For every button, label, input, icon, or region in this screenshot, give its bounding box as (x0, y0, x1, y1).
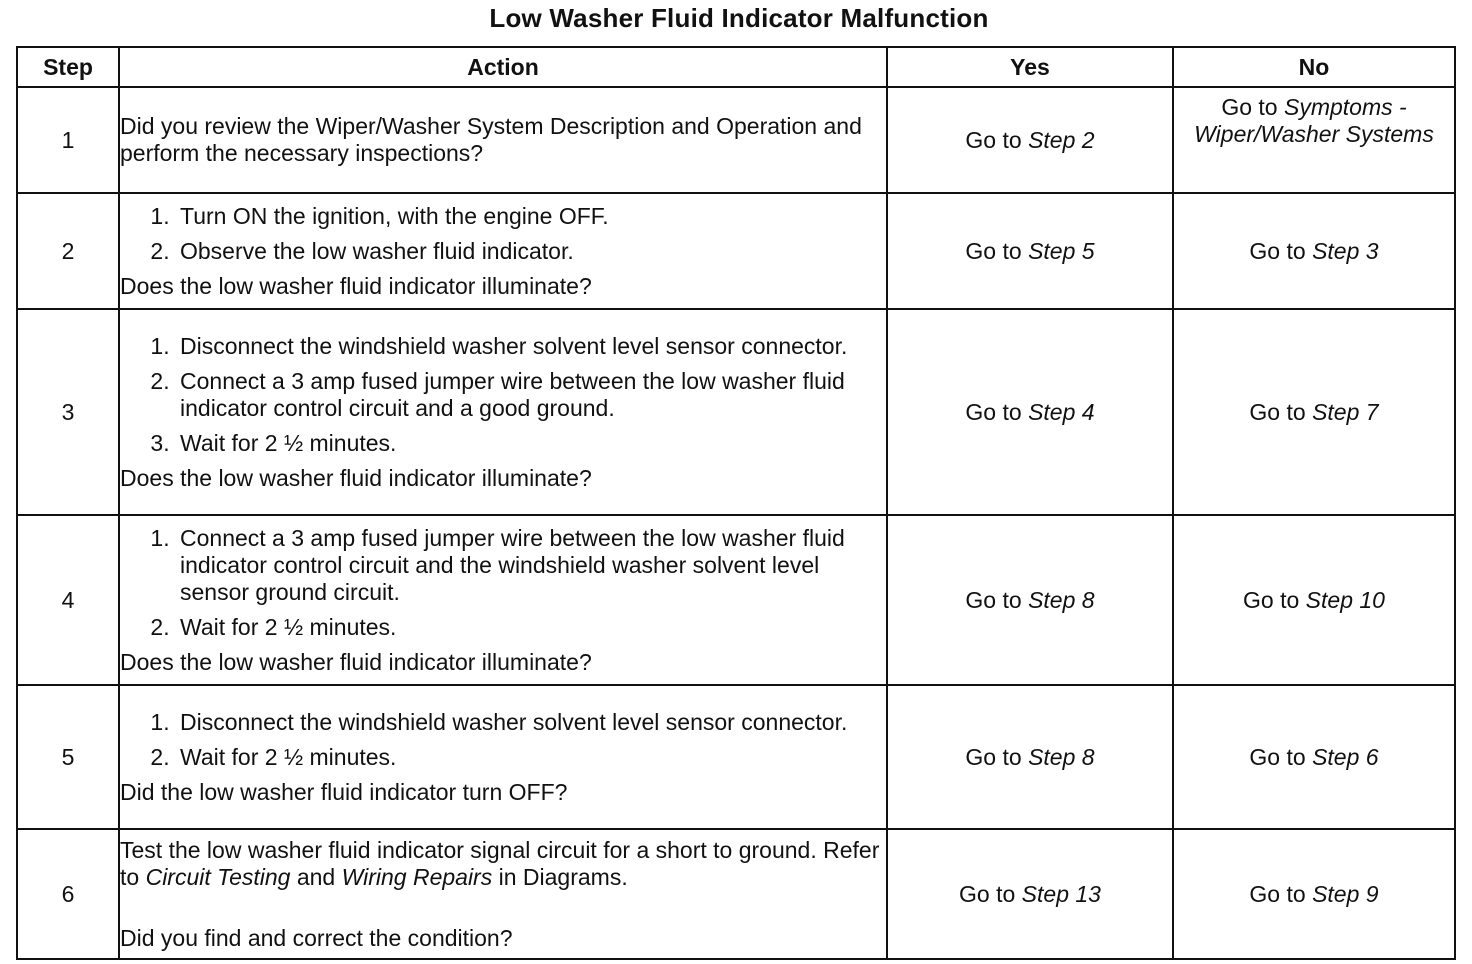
yes-prefix: Go to (965, 586, 1029, 613)
yes-cell (887, 515, 1173, 685)
diagnostic-table (16, 46, 1456, 960)
substep-item: 3. Wait for 2 ½ minutes. (176, 430, 886, 457)
action-cell (119, 685, 887, 829)
step-number: 5 (17, 685, 119, 829)
yes-step-link[interactable]: Step 8 (1028, 743, 1095, 770)
action-question: Does the low washer fluid indicator illuminate? (120, 648, 592, 675)
yes-cell (887, 193, 1173, 309)
yes-step-link[interactable]: Step 13 (1021, 880, 1101, 907)
action-question: Did the low washer fluid indicator turn OFF? (120, 778, 568, 805)
table-row (17, 193, 1455, 309)
no-prefix: Go to (1221, 94, 1284, 120)
substep-item: 2. Wait for 2 ½ minutes. (176, 744, 886, 771)
no-prefix: Go to (1249, 237, 1313, 264)
no-prefix: Go to (1243, 586, 1306, 613)
step-number: 2 (17, 193, 119, 309)
yes-step-link[interactable]: Step 4 (1028, 398, 1095, 425)
table-row (17, 87, 1455, 193)
yes-prefix: Go to (965, 237, 1029, 264)
substep-item: 2. Connect a 3 amp fused jumper wire between the low washer fluid indicator control circuit and a good ground. (176, 368, 886, 422)
yes-cell (887, 87, 1173, 193)
no-prefix: Go to (1249, 880, 1313, 907)
action-text: Did you review the Wiper/Washer System Description and Operation and perform the necessary inspections? (120, 113, 862, 166)
yes-prefix: Go to (959, 880, 1022, 907)
no-step-link[interactable]: Symptoms - Wiper/Washer Systems (1194, 94, 1434, 147)
action-substeps (120, 203, 886, 265)
yes-step-link[interactable]: Step 5 (1028, 237, 1095, 264)
action-cell (119, 309, 887, 515)
no-prefix: Go to (1249, 398, 1313, 425)
action-substeps (120, 525, 886, 641)
page-title: Low Washer Fluid Indicator Malfunction (489, 3, 989, 33)
substep-item: 2. Observe the low washer fluid indicator. (176, 238, 886, 265)
yes-step-link[interactable]: Step 2 (1028, 126, 1095, 153)
yes-cell (887, 829, 1173, 959)
table-row (17, 685, 1455, 829)
no-prefix: Go to (1249, 743, 1313, 770)
action-text-part: Test the low washer fluid indicator signal circuit for a short to ground. Refer to (120, 836, 880, 890)
circuit-testing-link[interactable]: Circuit Testing (145, 863, 291, 890)
no-step-link[interactable]: Step 6 (1312, 743, 1379, 770)
no-step-link[interactable]: Step 3 (1312, 237, 1379, 264)
yes-prefix: Go to (965, 743, 1029, 770)
step-number: 4 (17, 515, 119, 685)
substep-item: 1. Disconnect the windshield washer solvent level sensor connector. (176, 709, 886, 736)
yes-step-link[interactable]: Step 8 (1028, 586, 1095, 613)
table-header-row (17, 47, 1455, 87)
no-step-link[interactable]: Step 10 (1305, 586, 1385, 613)
action-text-part: and (290, 863, 342, 890)
step-number: 3 (17, 309, 119, 515)
step-number: 1 (17, 87, 119, 193)
no-cell (1173, 685, 1455, 829)
substep-item: 2. Wait for 2 ½ minutes. (176, 614, 886, 641)
header-yes: Yes (887, 47, 1173, 87)
action-cell (119, 829, 887, 959)
yes-cell (887, 309, 1173, 515)
action-question: Does the low washer fluid indicator illuminate? (120, 464, 592, 491)
no-step-link[interactable]: Step 9 (1312, 880, 1379, 907)
table-row (17, 515, 1455, 685)
action-substeps (120, 709, 886, 771)
action-cell (119, 87, 887, 193)
no-step-link[interactable]: Step 7 (1312, 398, 1379, 425)
yes-prefix: Go to (965, 126, 1029, 153)
action-text-part: in Diagrams. (492, 863, 628, 890)
action-text (120, 837, 886, 891)
wiring-repairs-link[interactable]: Wiring Repairs (341, 863, 493, 890)
action-cell (119, 193, 887, 309)
substep-item: 1. Connect a 3 amp fused jumper wire between the low washer fluid indicator control circuit and the windshield washer solvent level sensor ground circuit. (176, 525, 886, 606)
table-row (17, 829, 1455, 959)
no-cell (1173, 193, 1455, 309)
header-action: Action (119, 47, 887, 87)
header-no: No (1173, 47, 1455, 87)
action-question: Does the low washer fluid indicator illuminate? (120, 272, 592, 299)
no-cell (1173, 829, 1455, 959)
no-cell (1173, 515, 1455, 685)
action-cell (119, 515, 887, 685)
substep-item: 1. Turn ON the ignition, with the engine OFF. (176, 203, 886, 230)
yes-cell (887, 685, 1173, 829)
no-cell (1173, 87, 1455, 193)
action-substeps (120, 333, 886, 457)
table-row (17, 309, 1455, 515)
yes-prefix: Go to (965, 398, 1029, 425)
step-number: 6 (17, 829, 119, 959)
spacer (120, 891, 886, 925)
no-cell (1173, 309, 1455, 515)
substep-item: 1. Disconnect the windshield washer solvent level sensor connector. (176, 333, 886, 360)
action-question: Did you find and correct the condition? (120, 924, 513, 951)
header-step: Step (17, 47, 119, 87)
